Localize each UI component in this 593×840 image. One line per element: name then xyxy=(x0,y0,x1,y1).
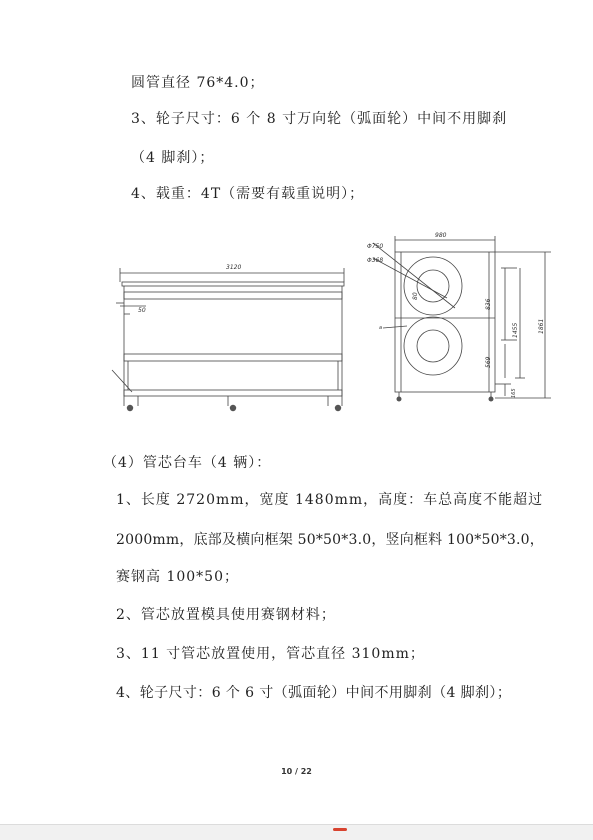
section-heading: （4）管芯台车（4 辆）： xyxy=(103,455,272,471)
cart-front-view-drawing xyxy=(108,258,358,418)
text-line-1: 圆管直径 76*4.0； xyxy=(131,75,265,91)
dim-1455-label: 1455 xyxy=(512,322,519,338)
text-line-2: 3、轮子尺寸：6 个 8 寸万向轮（弧面轮）中间不用脚刹 xyxy=(131,111,508,127)
text-line-10: 3、11 寸管芯放置使用，管芯直径 310mm； xyxy=(116,646,425,662)
page-indicator: 10 / 22 xyxy=(281,767,312,776)
dim-width-label: 980 xyxy=(435,232,447,239)
dim-80-label: 80 xyxy=(412,292,419,300)
text-line-9: 2、管芯放置模具使用赛钢材料； xyxy=(116,607,336,623)
dim-165-label: 165 xyxy=(511,388,517,398)
cart-side-view-drawing xyxy=(365,228,565,408)
text-line-6: 1、长度 2720mm，宽度 1480mm，高度：车总高度不能超过 xyxy=(116,492,544,508)
dim-836-label: 836 xyxy=(485,298,492,310)
text-line-11: 4、轮子尺寸：6 个 6 寸（弧面轮）中间不用脚刹（4 脚刹）； xyxy=(116,685,512,701)
text-line-8: 赛钢高 100*50； xyxy=(116,569,239,585)
text-line-4: 4、载重：4T（需要有载重说明）； xyxy=(131,186,365,202)
text-line-7: 2000mm，底部及横向框架 50*50*3.0，竖向框料 100*50*3.0， xyxy=(116,532,544,548)
dim-1861-label: 1861 xyxy=(538,318,545,334)
scroll-marker xyxy=(333,828,347,831)
dia-outer-label: Φ750 xyxy=(367,243,384,250)
dim-total-label: 3120 xyxy=(226,264,242,271)
text-line-3: （4 脚刹）； xyxy=(131,150,215,166)
dia-inner-label: Φ368 xyxy=(367,257,384,264)
viewer-bottom-bar xyxy=(0,824,593,840)
dim-small-label: 50 xyxy=(138,307,146,314)
label-a: a xyxy=(379,325,383,331)
dim-569-label: 569 xyxy=(485,356,492,368)
